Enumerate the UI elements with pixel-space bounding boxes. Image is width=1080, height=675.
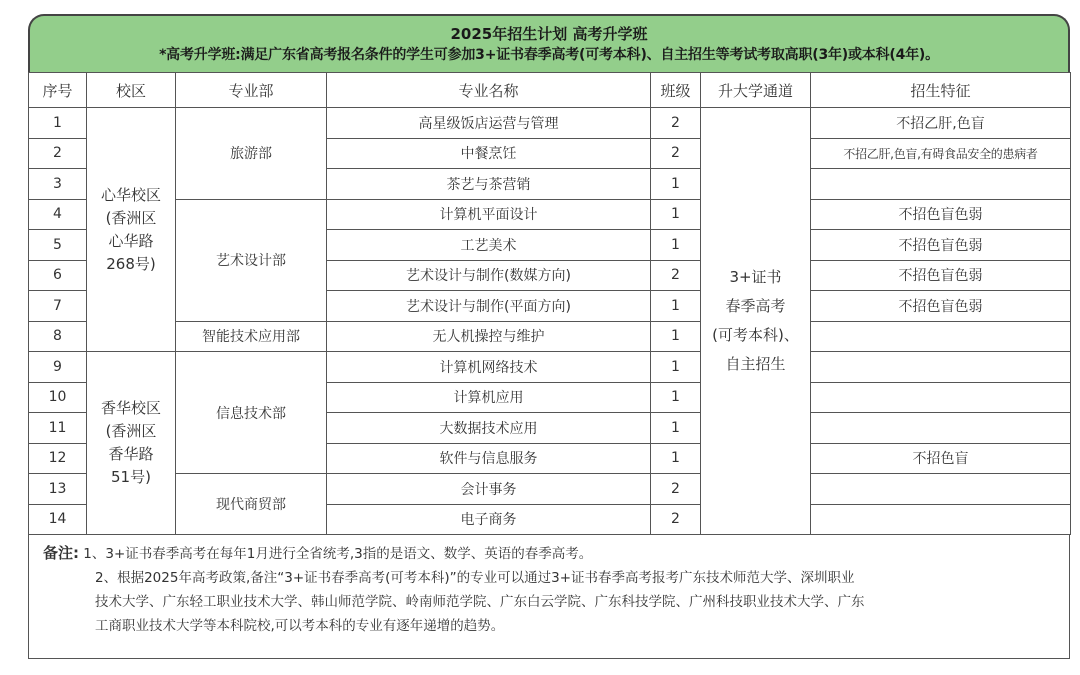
note-1: 1、3+证书春季高考在每年1月进行全省统考,3指的是语文、数学、英语的春季高考。: [83, 546, 593, 562]
row-feature: [811, 169, 1071, 200]
enrollment-table: [28, 72, 1071, 535]
row-no: 2: [29, 138, 87, 169]
row-major: 中餐烹饪: [327, 138, 651, 169]
row-no: 12: [29, 443, 87, 474]
row-major: 大数据技术应用: [327, 413, 651, 444]
row-classes: 1: [651, 230, 701, 261]
row-feature: [811, 321, 1071, 352]
row-major: 会计事务: [327, 474, 651, 505]
row-feature: [811, 413, 1071, 444]
row-major: 高星级饭店运营与管理: [327, 108, 651, 139]
row-major: 计算机平面设计: [327, 199, 651, 230]
row-no: 10: [29, 382, 87, 413]
row-feature: [811, 504, 1071, 535]
row-feature: 不招色盲色弱: [811, 199, 1071, 230]
table-row: [29, 474, 1071, 505]
row-major: 计算机应用: [327, 382, 651, 413]
row-feature: 不招色盲色弱: [811, 291, 1071, 322]
row-classes: 1: [651, 321, 701, 352]
col-header-campus: 校区: [87, 73, 176, 108]
col-header-major: 专业名称: [327, 73, 651, 108]
row-feature: 不招色盲: [811, 443, 1071, 474]
col-header-feature: 招生特征: [811, 73, 1071, 108]
col-header-classes: 班级: [651, 73, 701, 108]
row-major: 计算机网络技术: [327, 352, 651, 383]
table-row: [29, 108, 1071, 139]
table-header-row: [29, 73, 1071, 108]
campus-xianghua: 香华校区 (香洲区 香华路 51号): [87, 352, 176, 535]
row-major: 茶艺与茶营销: [327, 169, 651, 200]
row-major: 艺术设计与制作(平面方向): [327, 291, 651, 322]
row-feature: [811, 352, 1071, 383]
department-art-design: 艺术设计部: [176, 199, 327, 321]
row-classes: 2: [651, 138, 701, 169]
notes-section: [28, 535, 1070, 659]
row-feature: 不招乙肝,色盲,有碍食品安全的患病者: [811, 138, 1071, 169]
row-major: 艺术设计与制作(数媒方向): [327, 260, 651, 291]
row-feature: 不招色盲色弱: [811, 260, 1071, 291]
row-major: 电子商务: [327, 504, 651, 535]
plan-title: 2025年招生计划 高考升学班: [450, 25, 648, 43]
enrollment-plan: [28, 14, 1070, 659]
plan-header: [28, 14, 1070, 72]
col-header-department: 专业部: [176, 73, 327, 108]
row-no: 8: [29, 321, 87, 352]
note-2a: 2、根据2025年高考政策,备注“3+证书春季高考(可考本科)”的专业可以通过3+证书春季高考报考广东技术师范大学、深圳职业: [95, 570, 855, 586]
row-no: 1: [29, 108, 87, 139]
department-tourism: 旅游部: [176, 108, 327, 200]
row-classes: 1: [651, 443, 701, 474]
row-classes: 2: [651, 108, 701, 139]
row-no: 5: [29, 230, 87, 261]
row-classes: 1: [651, 382, 701, 413]
col-header-route: 升大学通道: [701, 73, 811, 108]
row-major: 无人机操控与维护: [327, 321, 651, 352]
row-classes: 2: [651, 504, 701, 535]
row-classes: 1: [651, 199, 701, 230]
table-row: [29, 199, 1071, 230]
note-2b: 技术大学、广东轻工职业技术大学、韩山师范学院、岭南师范学院、广东白云学院、广东科技学院、广州科技职业技术大学、广东: [95, 594, 865, 610]
row-major: 工艺美术: [327, 230, 651, 261]
row-classes: 2: [651, 474, 701, 505]
row-no: 4: [29, 199, 87, 230]
row-classes: 1: [651, 169, 701, 200]
row-feature: [811, 382, 1071, 413]
note-2c: 工商职业技术大学等本科院校,可以考本科的专业有逐年递增的趋势。: [95, 618, 505, 634]
row-no: 3: [29, 169, 87, 200]
plan-subtitle: *高考升学班:满足广东省高考报名条件的学生可参加3+证书春季高考(可考本科)、自主招生等考试考取高职(3年)或本科(4年)。: [159, 47, 939, 63]
row-no: 11: [29, 413, 87, 444]
row-no: 7: [29, 291, 87, 322]
row-no: 13: [29, 474, 87, 505]
row-no: 14: [29, 504, 87, 535]
row-feature: 不招色盲色弱: [811, 230, 1071, 261]
note-line-1: [43, 541, 1059, 566]
row-classes: 1: [651, 291, 701, 322]
row-major: 软件与信息服务: [327, 443, 651, 474]
admission-route: 3+证书 春季高考 (可考本科)、 自主招生: [701, 108, 811, 535]
campus-xinhua: 心华校区 (香洲区 心华路 268号): [87, 108, 176, 352]
row-no: 9: [29, 352, 87, 383]
department-it: 信息技术部: [176, 352, 327, 474]
table-row: [29, 352, 1071, 383]
row-feature: 不招乙肝,色盲: [811, 108, 1071, 139]
row-feature: [811, 474, 1071, 505]
col-header-no: 序号: [29, 73, 87, 108]
department-smart-tech: 智能技术应用部: [176, 321, 327, 352]
department-commerce: 现代商贸部: [176, 474, 327, 535]
notes-label: 备注:: [43, 544, 79, 562]
row-classes: 1: [651, 352, 701, 383]
row-no: 6: [29, 260, 87, 291]
table-row: [29, 321, 1071, 352]
row-classes: 2: [651, 260, 701, 291]
row-classes: 1: [651, 413, 701, 444]
